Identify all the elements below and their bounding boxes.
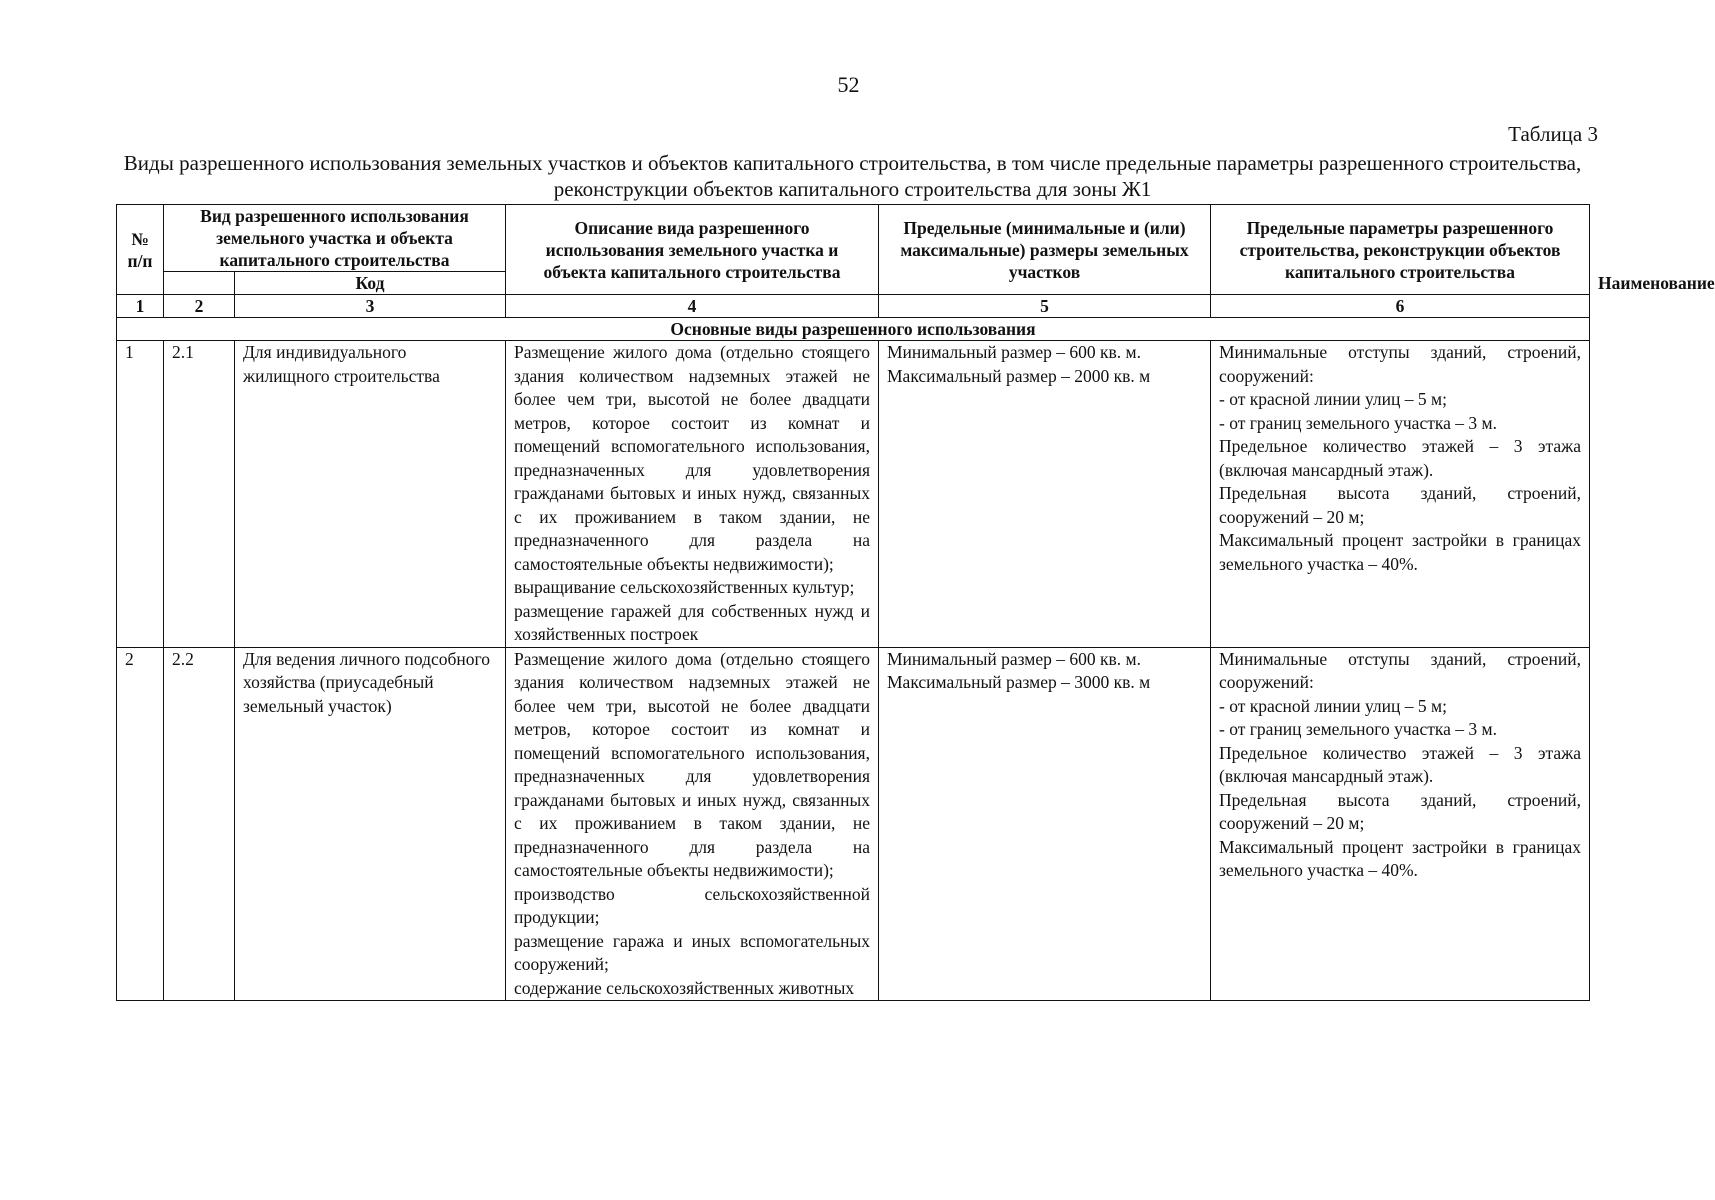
column-number: 4 xyxy=(506,295,879,318)
param-line: Минимальные отступы зданий, строений, сооружений: xyxy=(1219,342,1581,386)
land-use-table: № п/п Вид разрешенного использования земельного участка и объекта капитального строительства Описание вида разрешенного использования земельного участка и объекта капитального строительства Предельные (минимальные и (или) максимальные) размеры земельных участков Предельные параметры разрешенного строительства, реконструкции объектов капитального строительства Код Наименование 1 2 3 4 5 6 Основные виды разрешенного использования 1 2.1 Для индивидуального жилищного строительства Размещение жилого дома (отдельно стоящего здания количеством надземных этажей не более чем три, высотой не более двадцати метров, которое состоит из комнат и помещений вспомогательного использования, предназначенных для удовлетворения гражданами бытовых и иных нужд, связанных с их проживанием в таком здании, не предназначенного для раздела на самостоятельные объекты недвижимости); выращивание сельскохозяйственных культур; размещение гаражей для собственных нужд и хозяйственных построек Минимальный размер – 600 кв. м. Максимальный размер – 2000 кв. м Минимальные отступы зданий, строений, сооружений: - от красной линии улиц – 5 м; - от границ земельного участка – 3 м. Предельное количество этажей – 3 этажа (включая мансардный этаж). Предельная высота зданий, строений, сооружений – 20 м; Максимальный процент застройки в границах земельного участка – 40%. 2 2.2 Для ведения личного подсобного хозяйства (приусадебный земельный участок) Размещение жилого дома (отдельно стоящего здания количеством надземных этажей не более чем три, высотой не более двадцати метров, которое состоит из комнат и помещений вспомогательного использования, предназначенных для удовлетворения гражданами бытовых и иных нужд, связанных с их проживанием в таком здании, не предназначенного для раздела на самостоятельные объекты недвижимости); производство сельскохозяйственной продукции; размещение гаража и иных вспомогательных сооружений; содержание сельскохозяйственных животных Минимальный размер – 600 кв. м. Максимальный размер – 3000 кв. м Минимальные отступы зданий, строений, сооружений: - от красной линии улиц – 5 м; - от границ земельного участка – 3 м. Предельное количество этажей – 3 этажа (включая мансардный этаж). Предельная высота зданий, строений, сооружений – 20 м; Максимальный процент застройки в границах земельного участка – 40%. xyxy=(116,204,1590,1001)
header-num: № п/п xyxy=(117,205,164,295)
column-number: 2 xyxy=(164,295,235,318)
header-num-spacer xyxy=(164,272,235,295)
column-number: 1 xyxy=(117,295,164,318)
param-line: Максимальный процент застройки в границах земельного участка – 40%. xyxy=(1219,530,1581,574)
size-line: Максимальный размер – 3000 кв. м xyxy=(887,672,1151,692)
param-line: Предельная высота зданий, строений, сооружений – 20 м; xyxy=(1219,789,1581,833)
column-number: 5 xyxy=(879,295,1211,318)
column-number: 6 xyxy=(1211,295,1590,318)
description-paragraph: размещение гаражей для собственных нужд и хозяйственных построек xyxy=(514,600,870,644)
param-line: - от красной линии улиц – 5 м; xyxy=(1219,695,1447,716)
section-row xyxy=(117,318,1590,341)
size-line: Минимальный размер – 600 кв. м. xyxy=(887,648,1141,669)
param-line: Предельное количество этажей – 3 этажа (включая мансардный этаж). xyxy=(1219,436,1581,480)
row-name: Для ведения личного подсобного хозяйства (приусадебный земельный участок) xyxy=(235,647,506,1001)
description-paragraph: производство сельскохозяйственной продукции; xyxy=(514,883,870,927)
row-params xyxy=(1211,341,1590,648)
description-paragraph: размещение гаража и иных вспомогательных сооружений; xyxy=(514,930,870,974)
row-sizes xyxy=(879,647,1211,1001)
row-num: 1 xyxy=(117,341,164,648)
table-row xyxy=(117,341,1590,648)
column-number-row xyxy=(117,295,1590,318)
header-sizes: Предельные (минимальные и (или) максимальные) размеры земельных участков xyxy=(879,205,1211,295)
header-description: Описание вида разрешенного использования земельного участка и объекта капитального строительства xyxy=(506,205,879,295)
column-number: 3 xyxy=(235,295,506,318)
row-code: 2.1 xyxy=(164,341,235,648)
param-line: Предельная высота зданий, строений, сооружений – 20 м; xyxy=(1219,483,1581,527)
row-description xyxy=(506,341,879,648)
param-line: - от границ земельного участка – 3 м. xyxy=(1219,412,1497,433)
section-title: Основные виды разрешенного использования xyxy=(117,318,1590,341)
row-num: 2 xyxy=(117,647,164,1001)
table-label: Таблица 3 xyxy=(1508,122,1598,146)
row-params xyxy=(1211,647,1590,1001)
description-paragraph: Размещение жилого дома (отдельно стоящего здания количеством надземных этажей не более чем три, высотой не более двадцати метров, которое состоит из комнат и помещений вспомогательного использования, предназначенных для удовлетворения гражданами бытовых и иных нужд, связанных с их проживанием в таком здании, не предназначенного для раздела на самостоятельные объекты недвижимости); xyxy=(514,342,870,574)
row-name: Для индивидуального жилищного строительства xyxy=(235,341,506,648)
size-line: Минимальный размер – 600 кв. м. xyxy=(887,342,1141,362)
param-line: Максимальный процент застройки в границах земельного участка – 40%. xyxy=(1219,836,1581,880)
header-code: Код xyxy=(235,272,506,295)
table-row xyxy=(117,647,1590,1001)
param-line: Предельное количество этажей – 3 этажа (включая мансардный этаж). xyxy=(1219,742,1581,786)
param-line: - от красной линии улиц – 5 м; xyxy=(1219,389,1447,409)
param-line: Минимальные отступы зданий, строений, сооружений: xyxy=(1219,648,1581,692)
row-sizes xyxy=(879,341,1211,648)
description-paragraph: Размещение жилого дома (отдельно стоящего здания количеством надземных этажей не более чем три, высотой не более двадцати метров, которое состоит из комнат и помещений вспомогательного использования, предназначенных для удовлетворения гражданами бытовых и иных нужд, связанных с их проживанием в таком здании, не предназначенного для раздела на самостоятельные объекты недвижимости); xyxy=(514,648,870,880)
description-paragraph: выращивание сельскохозяйственных культур; xyxy=(514,577,855,597)
size-line: Максимальный размер – 2000 кв. м xyxy=(887,365,1151,386)
row-description xyxy=(506,647,879,1001)
header-kind: Вид разрешенного использования земельного участка и объекта капитального строительства xyxy=(164,205,506,272)
page-number: 52 xyxy=(837,72,860,97)
param-line: - от границ земельного участка – 3 м. xyxy=(1219,719,1497,739)
description-paragraph: содержание сельскохозяйственных животных xyxy=(514,977,855,998)
header-params: Предельные параметры разрешенного строительства, реконструкции объектов капитального строительства xyxy=(1211,205,1590,295)
row-code: 2.2 xyxy=(164,647,235,1001)
table-title: Виды разрешенного использования земельных участков и объектов капитального строительства, в том числе предельные параметры разрешенного строительства, реконструкции объектов капитального строительства для зоны Ж1 xyxy=(123,151,1582,201)
